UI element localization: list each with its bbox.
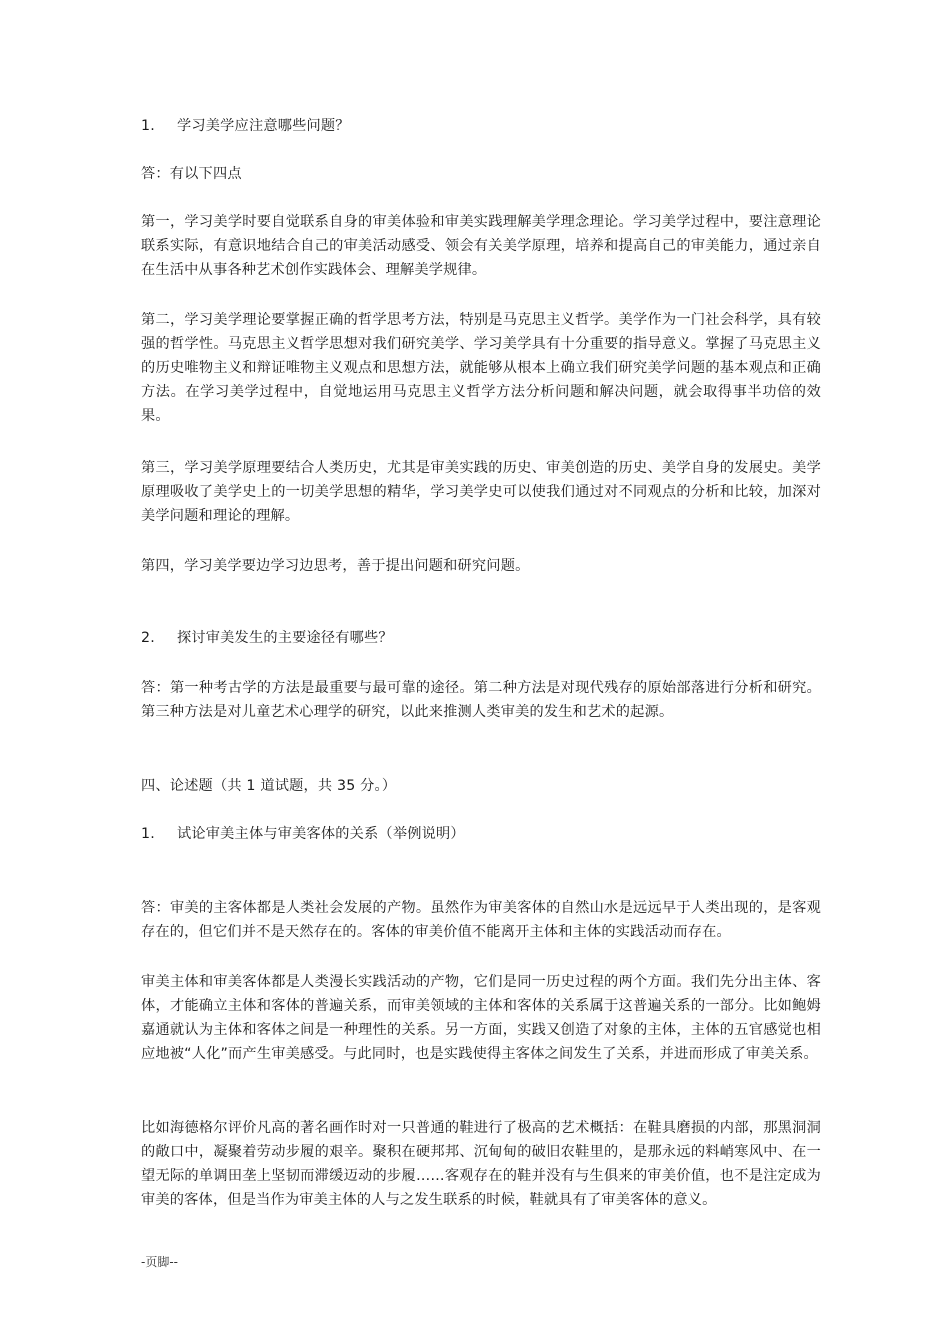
question-text: 学习美学应注意哪些问题？ bbox=[177, 118, 350, 134]
section-heading: 四、论述题（共 1 道试题，共 35 分。） bbox=[141, 778, 397, 794]
essay-question-1 bbox=[141, 822, 465, 846]
question-number: 1. bbox=[141, 118, 155, 134]
answer-2: 答：第一种考古学的方法是最重要与最可靠的途径。第二种方法是对现代残存的原始部落进行分析和研究。第三种方法是对儿童艺术心理学的研究，以此来推测人类审美的发生和艺术的起源。 bbox=[141, 680, 821, 720]
answer-1-point-3: 第三，学习美学原理要结合人类历史，尤其是审美实践的历史、审美创造的历史、美学自身的发展史。美学原理吸收了美学史上的一切美学思想的精华，学习美学史可以使我们通过对不同观点的分析和比较，加深对美学问题和理论的理解。 bbox=[141, 460, 821, 524]
question-number: 2. bbox=[141, 630, 155, 646]
essay-answer-paragraph-1: 答：审美的主客体都是人类社会发展的产物。虽然作为审美客体的自然山水是远远早于人类出现的，是客观存在的，但它们并不是天然存在的。客体的审美价值不能离开主体和主体的实践活动而存在。 bbox=[141, 900, 821, 940]
essay-answer-paragraph-2: 审美主体和审美客体都是人类漫长实践活动的产物，它们是同一历史过程的两个方面。我们先分出主体、客体，才能确立主体和客体的普遍关系，而审美领域的主体和客体的关系属于这普遍关系的一部分。比如鲍姆嘉通就认为主体和客体之间是一种理性的关系。另一方面，实践又创造了对象的主体，主体的五官感觉也相应地被“人化”而产生审美感受。与此同时，也是实践使得主客体之间发生了关系，并进而形成了审美关系。 bbox=[141, 974, 821, 1062]
question-1 bbox=[141, 114, 350, 138]
answer-1-point-4: 第四，学习美学要边学习边思考，善于提出问题和研究问题。 bbox=[141, 558, 530, 574]
essay-answer-paragraph-3: 比如海德格尔评价凡高的著名画作时对一只普通的鞋进行了极高的艺术概括：在鞋具磨损的内部，那黑洞洞的敞口中，凝聚着劳动步履的艰辛。聚积在硬邦邦、沉甸甸的破旧农鞋里的，是那永远的料峭寒风中、在一望无际的单调田垄上坚韧而滞缓迈动的步履……客观存在的鞋并没有与生俱来的审美价值，也不是注定成为审美的客体，但是当作为审美主体的人与之发生联系的时候，鞋就具有了审美客体的意义。 bbox=[141, 1120, 821, 1208]
question-2 bbox=[141, 626, 393, 650]
answer-1-point-2: 第二，学习美学理论要掌握正确的哲学思考方法，特别是马克思主义哲学。美学作为一门社会科学，具有较强的哲学性。马克思主义哲学思想对我们研究美学、学习美学具有十分重要的指导意义。掌握了马克思主义的历史唯物主义和辩证唯物主义观点和思想方法，就能够从根本上确立我们研究美学问题的基本观点和正确方法。在学习美学过程中，自觉地运用马克思主义哲学方法分析问题和解决问题，就会取得事半功倍的效果。 bbox=[141, 312, 821, 424]
question-number: 1. bbox=[141, 826, 155, 842]
page-footer: -页脚-- bbox=[141, 1255, 178, 1269]
question-text: 试论审美主体与审美客体的关系（举例说明） bbox=[177, 826, 465, 842]
answer-1-intro: 答：有以下四点 bbox=[141, 166, 242, 182]
answer-1-point-1: 第一，学习美学时要自觉联系自身的审美体验和审美实践理解美学理念理论。学习美学过程中，要注意理论联系实际，有意识地结合自己的审美活动感受、领会有关美学原理，培养和提高自己的审美能力，通过亲自在生活中从事各种艺术创作实践体会、理解美学规律。 bbox=[141, 214, 821, 278]
question-text: 探讨审美发生的主要途径有哪些？ bbox=[177, 630, 393, 646]
